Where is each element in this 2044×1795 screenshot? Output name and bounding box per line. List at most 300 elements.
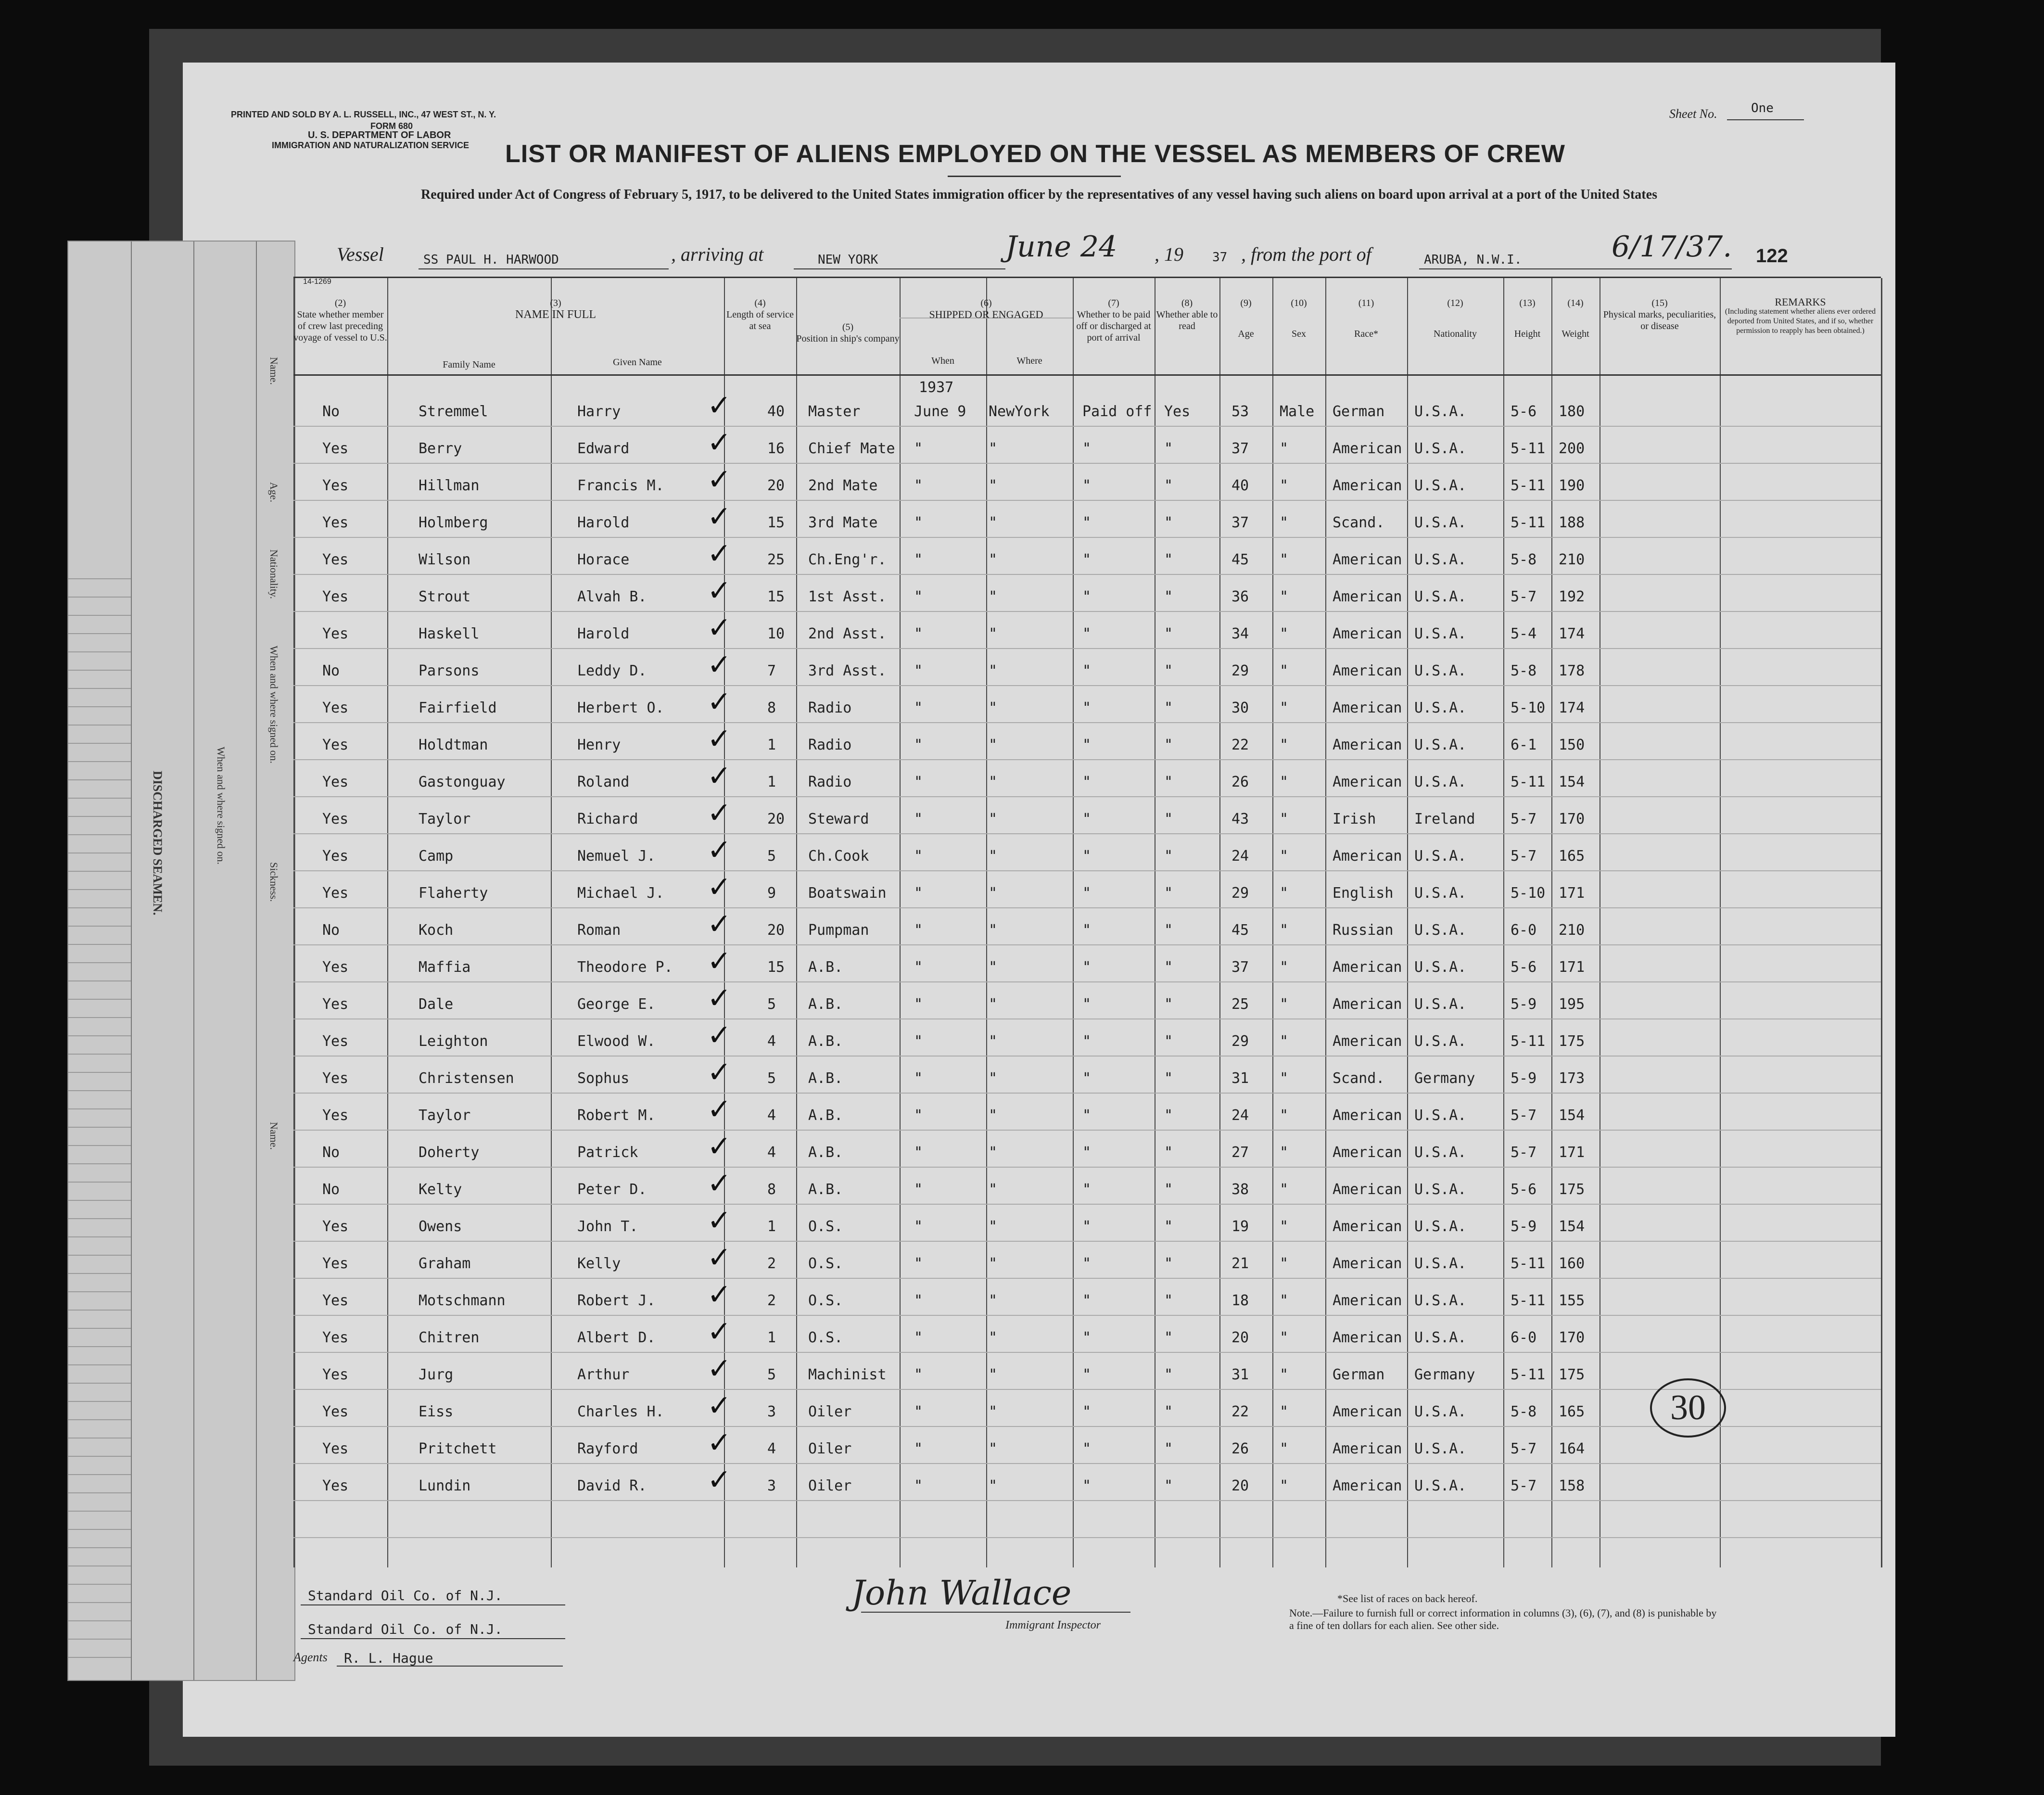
- cell-weight: 171: [1559, 885, 1585, 902]
- cell-sex: ": [1280, 551, 1289, 568]
- cell-paid: ": [1082, 1144, 1092, 1161]
- col-num: (12): [1447, 298, 1463, 308]
- flap-rule: [68, 597, 131, 598]
- col-name-header: [387, 297, 724, 320]
- cell-read: ": [1164, 774, 1173, 790]
- cell-where: ": [989, 1440, 998, 1457]
- cell-race: Scand.: [1333, 514, 1385, 531]
- cell-height: 5-4: [1511, 625, 1537, 642]
- cell-sex: ": [1280, 1218, 1289, 1235]
- cell-when: ": [914, 922, 923, 939]
- requirement-text: Required under Act of Congress of February 5, 1917, to be delivered to the United States immigration officer by the representatives of any vessel having such aliens on board upon arrival at a port of the United States: [421, 187, 1657, 202]
- vessel-label: Vessel: [337, 243, 384, 265]
- flap-rule: [68, 1584, 131, 1585]
- flap-rule: [68, 926, 131, 927]
- cell-given: Alvah B.: [577, 588, 647, 605]
- flap-rule: [68, 688, 131, 689]
- cell-weight: 170: [1559, 811, 1585, 827]
- cell-sex: ": [1280, 811, 1289, 827]
- cell-prev: Yes: [322, 625, 349, 642]
- cell-family: Berry: [419, 440, 462, 457]
- cell-when: ": [914, 700, 923, 716]
- flap-rule: [68, 1529, 131, 1530]
- cell-family: Koch: [419, 922, 454, 939]
- column-divider: [1551, 278, 1552, 1567]
- cell-weight: 210: [1559, 922, 1585, 939]
- row-rule: [293, 1130, 1881, 1131]
- checkmark-icon: ✓: [707, 1315, 732, 1349]
- cell-read: ": [1164, 1070, 1173, 1087]
- cell-given: Rayford: [577, 1440, 638, 1457]
- column-divider: [1407, 278, 1408, 1567]
- flap-rule: [68, 1291, 131, 1292]
- year-label: , 19: [1155, 243, 1183, 265]
- flap-rule: [68, 1419, 131, 1420]
- owner-underline: [301, 1604, 565, 1605]
- cell-family: Kelty: [419, 1181, 462, 1198]
- cell-when: ": [914, 1144, 923, 1161]
- cell-position: Radio: [808, 774, 852, 790]
- cell-weight: 175: [1559, 1033, 1585, 1050]
- cell-where: ": [989, 1181, 998, 1198]
- cell-where: ": [989, 1144, 998, 1161]
- checkmark-icon: ✓: [707, 685, 732, 719]
- cell-service: 7: [767, 662, 776, 679]
- flap-rule: [68, 1474, 131, 1475]
- cell-height: 5-7: [1511, 811, 1537, 827]
- cell-prev: Yes: [322, 1255, 349, 1272]
- cell-weight: 158: [1559, 1477, 1585, 1494]
- cell-given: Albert D.: [577, 1329, 656, 1346]
- checkmark-icon: ✓: [707, 1426, 732, 1460]
- cell-paid: ": [1082, 514, 1092, 531]
- checkmark-icon: ✓: [707, 1278, 732, 1311]
- col-num: (9): [1240, 298, 1252, 308]
- col-num: (14): [1567, 298, 1584, 308]
- row-rule: [293, 796, 1881, 797]
- cell-sex: ": [1280, 625, 1289, 642]
- cell-weight: 188: [1559, 514, 1585, 531]
- cell-sex: Male: [1280, 403, 1315, 420]
- cell-given: Peter D.: [577, 1181, 647, 1198]
- row-rule: [293, 1500, 1881, 1501]
- col-race-header: [1325, 297, 1407, 340]
- cell-sex: ": [1280, 1255, 1289, 1272]
- checkmark-icon: ✓: [707, 537, 732, 571]
- cell-race: American: [1333, 1403, 1402, 1420]
- column-divider: [293, 278, 295, 1567]
- cell-sex: ": [1280, 440, 1289, 457]
- cell-sex: ": [1280, 885, 1289, 902]
- col-label: State whether member of crew last preceding voyage of vessel to U.S.: [293, 309, 387, 343]
- flap-rule: [68, 907, 131, 908]
- cell-service: 15: [767, 959, 785, 976]
- cell-prev: No: [322, 1181, 340, 1198]
- flap-rule: [68, 633, 131, 634]
- row-rule: [293, 685, 1881, 686]
- cell-family: Fairfield: [419, 700, 497, 716]
- col-label: Race*: [1354, 329, 1378, 339]
- service-name: IMMIGRATION AND NATURALIZATION SERVICE: [272, 140, 469, 150]
- cell-age: 37: [1231, 959, 1249, 976]
- flap-rule: [68, 1255, 131, 1256]
- flap-rule: [68, 1456, 131, 1457]
- cell-family: Parsons: [419, 662, 480, 679]
- cell-nat: U.S.A.: [1414, 551, 1467, 568]
- cell-prev: Yes: [322, 1218, 349, 1235]
- row-rule: [293, 1352, 1881, 1353]
- cell-sex: ": [1280, 514, 1289, 531]
- checkmark-icon: ✓: [707, 981, 732, 1015]
- flap-rule: [68, 1328, 131, 1329]
- cell-position: Machinist: [808, 1366, 887, 1383]
- cell-race: American: [1333, 959, 1402, 976]
- cell-when: ": [914, 551, 923, 568]
- cell-where: ": [989, 737, 998, 753]
- handwritten-arrival-date: June 24: [1005, 230, 1117, 264]
- cell-weight: 192: [1559, 588, 1585, 605]
- checkmark-icon: ✓: [707, 1241, 732, 1274]
- flap-rule: [68, 761, 131, 762]
- cell-height: 5-9: [1511, 1070, 1537, 1087]
- cell-where: ": [989, 922, 998, 939]
- circled-count: 30: [1650, 1378, 1726, 1438]
- cell-read: ": [1164, 1477, 1173, 1494]
- cell-service: 9: [767, 885, 776, 902]
- cell-given: Francis M.: [577, 477, 664, 494]
- cell-age: 40: [1231, 477, 1249, 494]
- cell-family: Lundin: [419, 1477, 471, 1494]
- cell-given: Harry: [577, 403, 621, 420]
- cell-position: Oiler: [808, 1440, 852, 1457]
- cell-service: 15: [767, 588, 785, 605]
- cell-weight: 175: [1559, 1366, 1585, 1383]
- flap-rule: [68, 1346, 131, 1347]
- cell-age: 27: [1231, 1144, 1249, 1161]
- col-read-header: [1155, 297, 1219, 332]
- flap-rule: [68, 1547, 131, 1548]
- cell-sex: ": [1280, 959, 1289, 976]
- row-rule: [293, 833, 1881, 834]
- flap-label: Name.: [268, 357, 280, 385]
- cell-nat: U.S.A.: [1414, 885, 1467, 902]
- col-family-header: Family Name: [443, 359, 495, 370]
- cell-family: Taylor: [419, 1107, 471, 1124]
- cell-service: 20: [767, 477, 785, 494]
- cell-position: A.B.: [808, 959, 843, 976]
- cell-weight: 173: [1559, 1070, 1585, 1087]
- cell-when: ": [914, 737, 923, 753]
- cell-paid: ": [1082, 588, 1092, 605]
- flap-rule: [68, 670, 131, 671]
- cell-height: 5-9: [1511, 1218, 1537, 1235]
- cell-height: 5-11: [1511, 774, 1546, 790]
- cell-read: ": [1164, 588, 1173, 605]
- cell-nat: U.S.A.: [1414, 1181, 1467, 1198]
- cell-height: 5-7: [1511, 1107, 1537, 1124]
- cell-read: ": [1164, 1255, 1173, 1272]
- cell-sex: ": [1280, 1181, 1289, 1198]
- arriving-port: NEW YORK: [818, 253, 878, 267]
- checkmark-icon: ✓: [707, 500, 732, 534]
- cell-family: Jurg: [419, 1366, 454, 1383]
- cell-when: ": [914, 1477, 923, 1494]
- flap-label: Nationality.: [268, 549, 280, 599]
- cell-race: American: [1333, 440, 1402, 457]
- cell-paid: ": [1082, 700, 1092, 716]
- cell-sex: ": [1280, 700, 1289, 716]
- cell-age: 31: [1231, 1366, 1249, 1383]
- cell-read: ": [1164, 1366, 1173, 1383]
- printer-line: PRINTED AND SOLD BY A. L. RUSSELL, INC., 47 WEST ST., N. Y.: [231, 110, 496, 119]
- cell-position: A.B.: [808, 996, 843, 1013]
- cell-nat: U.S.A.: [1414, 700, 1467, 716]
- row-rule: [293, 981, 1881, 982]
- flap-divider: [193, 242, 194, 1680]
- inspector-label: Immigrant Inspector: [1005, 1619, 1101, 1631]
- header-rule: [293, 374, 1881, 376]
- cell-age: 53: [1231, 403, 1249, 420]
- column-divider: [1073, 278, 1074, 1567]
- flap-divider: [256, 242, 257, 1680]
- cell-position: Chief Mate: [808, 440, 895, 457]
- cell-when: ": [914, 1403, 923, 1420]
- flap-rule: [68, 944, 131, 945]
- flap-rule: [68, 1090, 131, 1091]
- cell-prev: Yes: [322, 1366, 349, 1383]
- cell-nat: U.S.A.: [1414, 737, 1467, 753]
- cell-height: 5-11: [1511, 1366, 1546, 1383]
- cell-where: ": [989, 1255, 998, 1272]
- cell-nat: U.S.A.: [1414, 996, 1467, 1013]
- checkmark-icon: ✓: [707, 722, 732, 756]
- cell-read: ": [1164, 959, 1173, 976]
- cell-paid: ": [1082, 885, 1092, 902]
- cell-when: ": [914, 440, 923, 457]
- page-title: LIST OR MANIFEST OF ALIENS EMPLOYED ON THE VESSEL AS MEMBERS OF CREW: [505, 140, 1565, 168]
- row-rule: [293, 1093, 1881, 1094]
- cell-paid: ": [1082, 551, 1092, 568]
- cell-age: 31: [1231, 1070, 1249, 1087]
- cell-position: O.S.: [808, 1292, 843, 1309]
- column-divider: [796, 278, 797, 1567]
- cell-given: Roman: [577, 922, 621, 939]
- row-rule: [293, 1241, 1881, 1242]
- cell-read: ": [1164, 1329, 1173, 1346]
- cell-prev: Yes: [322, 1070, 349, 1087]
- checkmark-icon: ✓: [707, 648, 732, 682]
- cell-race: American: [1333, 1181, 1402, 1198]
- checkmark-icon: ✓: [707, 1130, 732, 1163]
- title-rule: [948, 176, 1121, 177]
- cell-race: American: [1333, 477, 1402, 494]
- col-paid-header: [1073, 297, 1155, 344]
- cell-service: 2: [767, 1255, 776, 1272]
- cell-given: Horace: [577, 551, 630, 568]
- cell-read: ": [1164, 1440, 1173, 1457]
- cell-weight: 165: [1559, 1403, 1585, 1420]
- cell-when: June 9: [914, 403, 966, 420]
- flap-rule: [68, 1108, 131, 1109]
- cell-height: 5-11: [1511, 1292, 1546, 1309]
- cell-age: 25: [1231, 996, 1249, 1013]
- flap-rule: [68, 1602, 131, 1603]
- row-rule: [293, 1389, 1881, 1390]
- cell-read: ": [1164, 922, 1173, 939]
- cell-sex: ": [1280, 1033, 1289, 1050]
- cell-service: 3: [767, 1403, 776, 1420]
- crew-table: [293, 277, 1881, 1567]
- col-label: NAME IN FULL: [515, 308, 596, 321]
- cell-given: Elwood W.: [577, 1033, 656, 1050]
- col-sex-header: [1272, 297, 1325, 340]
- cell-given: Roland: [577, 774, 630, 790]
- checkmark-icon: ✓: [707, 944, 732, 978]
- cell-height: 5-7: [1511, 1477, 1537, 1494]
- col-position-header: [796, 321, 900, 344]
- races-note: *See list of races on back hereof.: [1337, 1592, 1478, 1604]
- cell-prev: Yes: [322, 514, 349, 531]
- col-num: (6): [980, 298, 992, 308]
- cell-sex: ": [1280, 1440, 1289, 1457]
- cell-nat: U.S.A.: [1414, 922, 1467, 939]
- col-shipped-header: [900, 297, 1073, 320]
- cell-sex: ": [1280, 1144, 1289, 1161]
- cell-age: 37: [1231, 440, 1249, 457]
- cell-where: ": [989, 514, 998, 531]
- cell-family: Haskell: [419, 625, 480, 642]
- cell-when: ": [914, 1440, 923, 1457]
- flap-rule: [68, 1218, 131, 1219]
- cell-where: ": [989, 996, 998, 1013]
- cell-race: German: [1333, 1366, 1385, 1383]
- cell-service: 20: [767, 922, 785, 939]
- cell-sex: ": [1280, 588, 1289, 605]
- cell-where: ": [989, 1403, 998, 1420]
- cell-age: 29: [1231, 1033, 1249, 1050]
- cell-nat: U.S.A.: [1414, 403, 1467, 420]
- cell-age: 26: [1231, 774, 1249, 790]
- from-label: , from the port of: [1241, 243, 1371, 265]
- cell-age: 30: [1231, 700, 1249, 716]
- cell-height: 5-10: [1511, 885, 1546, 902]
- cell-family: Pritchett: [419, 1440, 497, 1457]
- cell-when: ": [914, 1292, 923, 1309]
- cell-weight: 160: [1559, 1255, 1585, 1272]
- flap-rule: [68, 1145, 131, 1146]
- cell-position: A.B.: [808, 1107, 843, 1124]
- cell-family: Christensen: [419, 1070, 514, 1087]
- cell-read: ": [1164, 996, 1173, 1013]
- cell-race: American: [1333, 1292, 1402, 1309]
- checkmark-icon: ✓: [707, 611, 732, 645]
- cell-prev: Yes: [322, 551, 349, 568]
- row-rule: [293, 537, 1881, 538]
- cell-read: ": [1164, 1403, 1173, 1420]
- cell-paid: ": [1082, 1292, 1092, 1309]
- col-label: Position in ship's company: [796, 333, 900, 344]
- flap-divider: [131, 242, 132, 1680]
- flap-title: DISCHARGED SEAMEN.: [151, 771, 165, 916]
- flap-rule: [68, 962, 131, 963]
- checkmark-icon: ✓: [707, 1056, 732, 1089]
- flap-rule: [68, 1182, 131, 1183]
- cell-race: American: [1333, 1440, 1402, 1457]
- column-divider: [1272, 278, 1273, 1567]
- cell-paid: Paid off: [1082, 403, 1152, 420]
- cell-read: ": [1164, 737, 1173, 753]
- cell-nat: U.S.A.: [1414, 1403, 1467, 1420]
- cell-read: ": [1164, 514, 1173, 531]
- row-rule: [293, 907, 1881, 908]
- cell-paid: ": [1082, 477, 1092, 494]
- col-num: (3): [550, 298, 561, 308]
- cell-weight: 210: [1559, 551, 1585, 568]
- cell-weight: 150: [1559, 737, 1585, 753]
- cell-race: American: [1333, 588, 1402, 605]
- cell-height: 6-0: [1511, 922, 1537, 939]
- cell-race: American: [1333, 1255, 1402, 1272]
- cell-nat: U.S.A.: [1414, 1033, 1467, 1050]
- cell-family: Wilson: [419, 551, 471, 568]
- cell-service: 4: [767, 1144, 776, 1161]
- flap-rule: [68, 1438, 131, 1439]
- row-rule: [293, 1315, 1881, 1316]
- col-given-header: Given Name: [613, 357, 662, 368]
- flap-rule: [68, 1200, 131, 1201]
- col-label: REMARKS: [1775, 296, 1826, 308]
- cell-age: 34: [1231, 625, 1249, 642]
- cell-where: ": [989, 662, 998, 679]
- cell-given: Leddy D.: [577, 662, 647, 679]
- cell-position: 1st Asst.: [808, 588, 887, 605]
- cell-nat: U.S.A.: [1414, 1477, 1467, 1494]
- col-num: (13): [1519, 298, 1536, 308]
- page-number: 122: [1756, 245, 1788, 267]
- cell-family: Hillman: [419, 477, 480, 494]
- col-weight-header: [1551, 297, 1600, 340]
- cell-height: 6-0: [1511, 1329, 1537, 1346]
- cell-service: 8: [767, 700, 776, 716]
- cell-service: 5: [767, 1366, 776, 1383]
- cell-where: ": [989, 1477, 998, 1494]
- cell-weight: 171: [1559, 959, 1585, 976]
- cell-when: ": [914, 477, 923, 494]
- column-divider: [1881, 278, 1882, 1567]
- cell-sex: ": [1280, 477, 1289, 494]
- cell-position: Oiler: [808, 1477, 852, 1494]
- cell-position: O.S.: [808, 1329, 843, 1346]
- cell-race: American: [1333, 1477, 1402, 1494]
- cell-age: 45: [1231, 551, 1249, 568]
- cell-sex: ": [1280, 1292, 1289, 1309]
- checkmark-icon: ✓: [707, 759, 732, 793]
- col-age-header: [1219, 297, 1272, 340]
- cell-read: ": [1164, 440, 1173, 457]
- cell-paid: ": [1082, 1181, 1092, 1198]
- col-label-detail: (Including statement whether aliens ever ordered deported from United States, and if so, whether permission to reapply has been obtained.): [1725, 307, 1876, 335]
- flap-rule: [68, 999, 131, 1000]
- flap-rule: [68, 871, 131, 872]
- cell-prev: Yes: [322, 848, 349, 865]
- checkmark-icon: ✓: [707, 426, 732, 459]
- cell-family: Chitren: [419, 1329, 480, 1346]
- cell-sex: ": [1280, 1366, 1289, 1383]
- cell-age: 19: [1231, 1218, 1249, 1235]
- cell-family: Stremmel: [419, 403, 488, 420]
- cell-weight: 164: [1559, 1440, 1585, 1457]
- cell-paid: ": [1082, 848, 1092, 865]
